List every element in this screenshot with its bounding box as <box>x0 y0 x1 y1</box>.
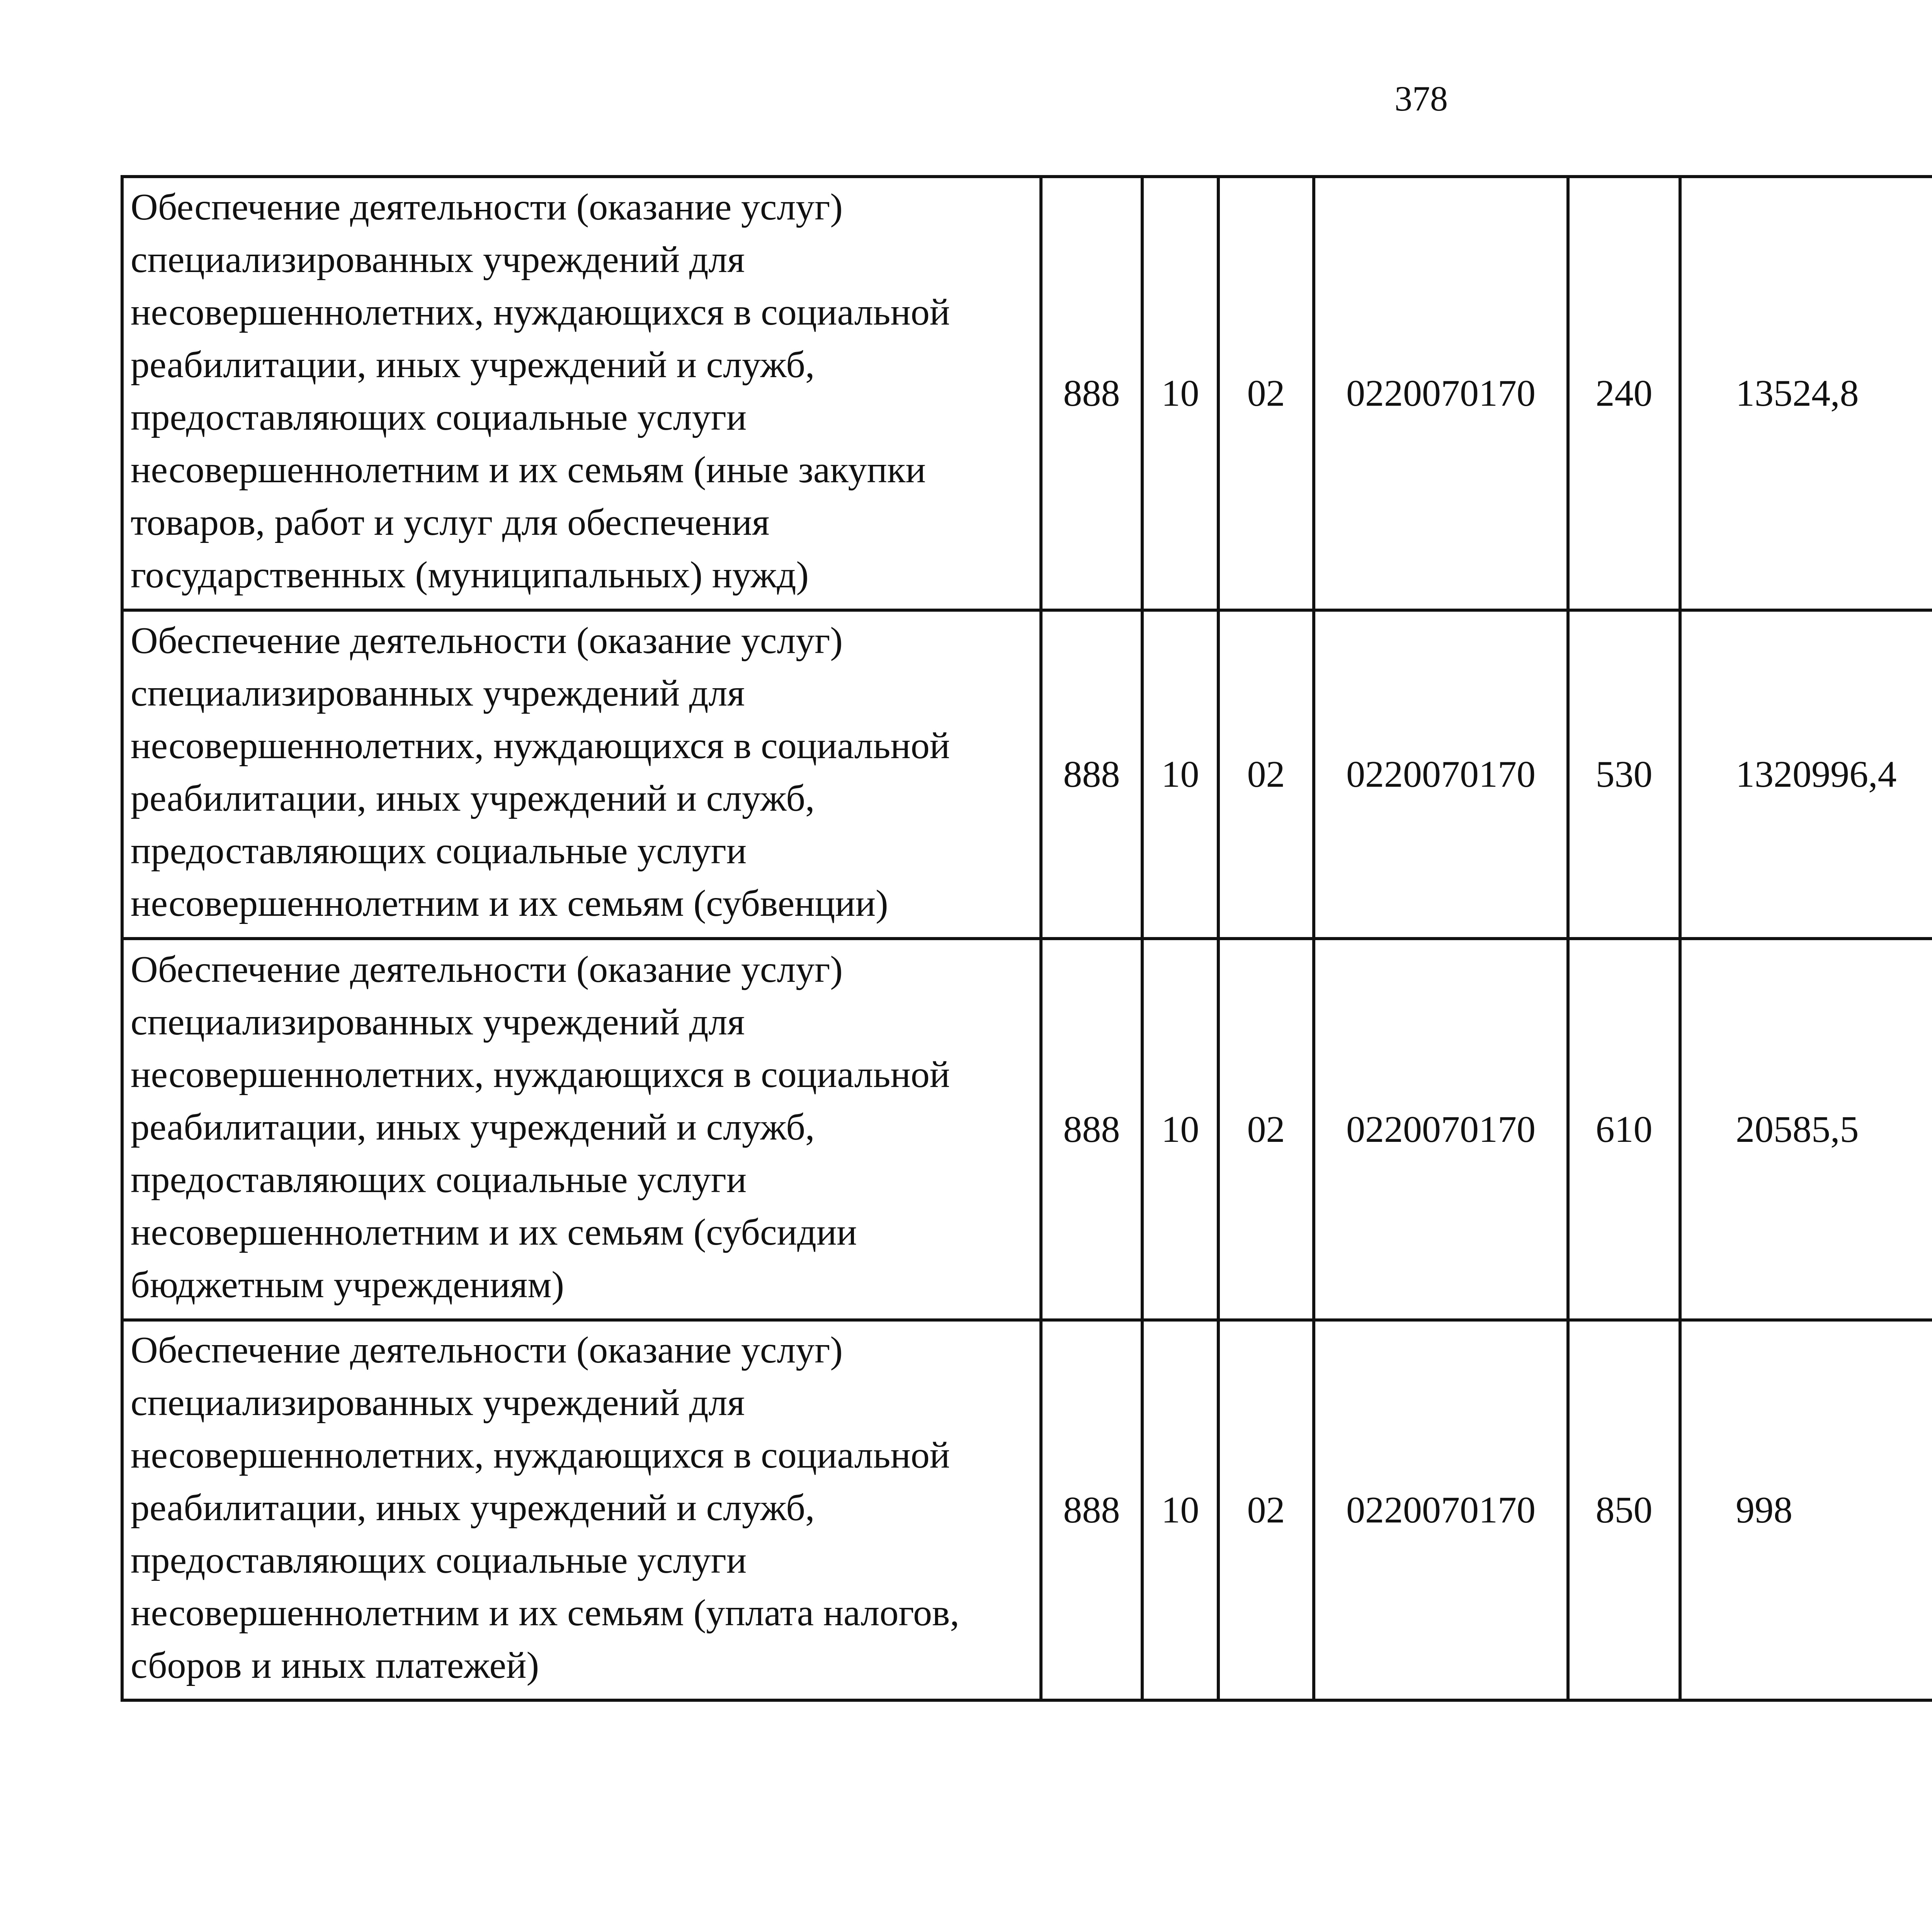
amount-1-cell: 20585,5 <box>1680 939 1932 1320</box>
subsection-code-cell: 02 <box>1218 610 1314 939</box>
subsection-code-cell: 02 <box>1218 1320 1314 1700</box>
expense-type-cell: 240 <box>1568 177 1680 610</box>
section-code-cell: 10 <box>1142 939 1218 1320</box>
amount-1-cell: 998 <box>1680 1320 1932 1700</box>
subsection-code-cell: 02 <box>1218 939 1314 1320</box>
description-cell: Обеспечение деятельности (оказание услуг) специализированных учреждений для несовершеннолетних, нуждающихся в социальной реабилитации, иных учреждений и служб, предоставляющих социальные услуги несовершеннолетним и их семьям (иные закупки товаров, работ и услуг для обеспечения государственных (муниципальных) нужд) <box>122 177 1041 610</box>
ministry-code-cell: 888 <box>1041 1320 1142 1700</box>
amount-1-cell: 13524,8 <box>1680 177 1932 610</box>
table-row <box>122 1320 1932 1700</box>
section-code-cell: 10 <box>1142 1320 1218 1700</box>
table-row <box>122 610 1932 939</box>
section-code-cell: 10 <box>1142 610 1218 939</box>
table-row <box>122 177 1932 610</box>
page-number: 378 <box>1395 79 1448 118</box>
amount-1-cell: 1320996,4 <box>1680 610 1932 939</box>
expense-type-cell: 610 <box>1568 939 1680 1320</box>
target-article-cell: 0220070170 <box>1314 1320 1568 1700</box>
ministry-code-cell: 888 <box>1041 177 1142 610</box>
description-cell: Обеспечение деятельности (оказание услуг) специализированных учреждений для несовершеннолетних, нуждающихся в социальной реабилитации, иных учреждений и служб, предоставляющих социальные услуги несовершеннолетним и их семьям (уплата налогов, сборов и иных платежей) <box>122 1320 1041 1700</box>
expense-type-cell: 530 <box>1568 610 1680 939</box>
target-article-cell: 0220070170 <box>1314 177 1568 610</box>
description-cell: Обеспечение деятельности (оказание услуг) специализированных учреждений для несовершеннолетних, нуждающихся в социальной реабилитации, иных учреждений и служб, предоставляющих социальные услуги несовершеннолетним и их семьям (субсидии бюджетным учреждениям) <box>122 939 1041 1320</box>
description-cell: Обеспечение деятельности (оказание услуг) специализированных учреждений для несовершеннолетних, нуждающихся в социальной реабилитации, иных учреждений и служб, предоставляющих социальные услуги несовершеннолетним и их семьям (субвенции) <box>122 610 1041 939</box>
section-code-cell: 10 <box>1142 177 1218 610</box>
table-row <box>122 939 1932 1320</box>
target-article-cell: 0220070170 <box>1314 939 1568 1320</box>
budget-table <box>121 175 1932 1702</box>
target-article-cell: 0220070170 <box>1314 610 1568 939</box>
subsection-code-cell: 02 <box>1218 177 1314 610</box>
ministry-code-cell: 888 <box>1041 939 1142 1320</box>
ministry-code-cell: 888 <box>1041 610 1142 939</box>
expense-type-cell: 850 <box>1568 1320 1680 1700</box>
